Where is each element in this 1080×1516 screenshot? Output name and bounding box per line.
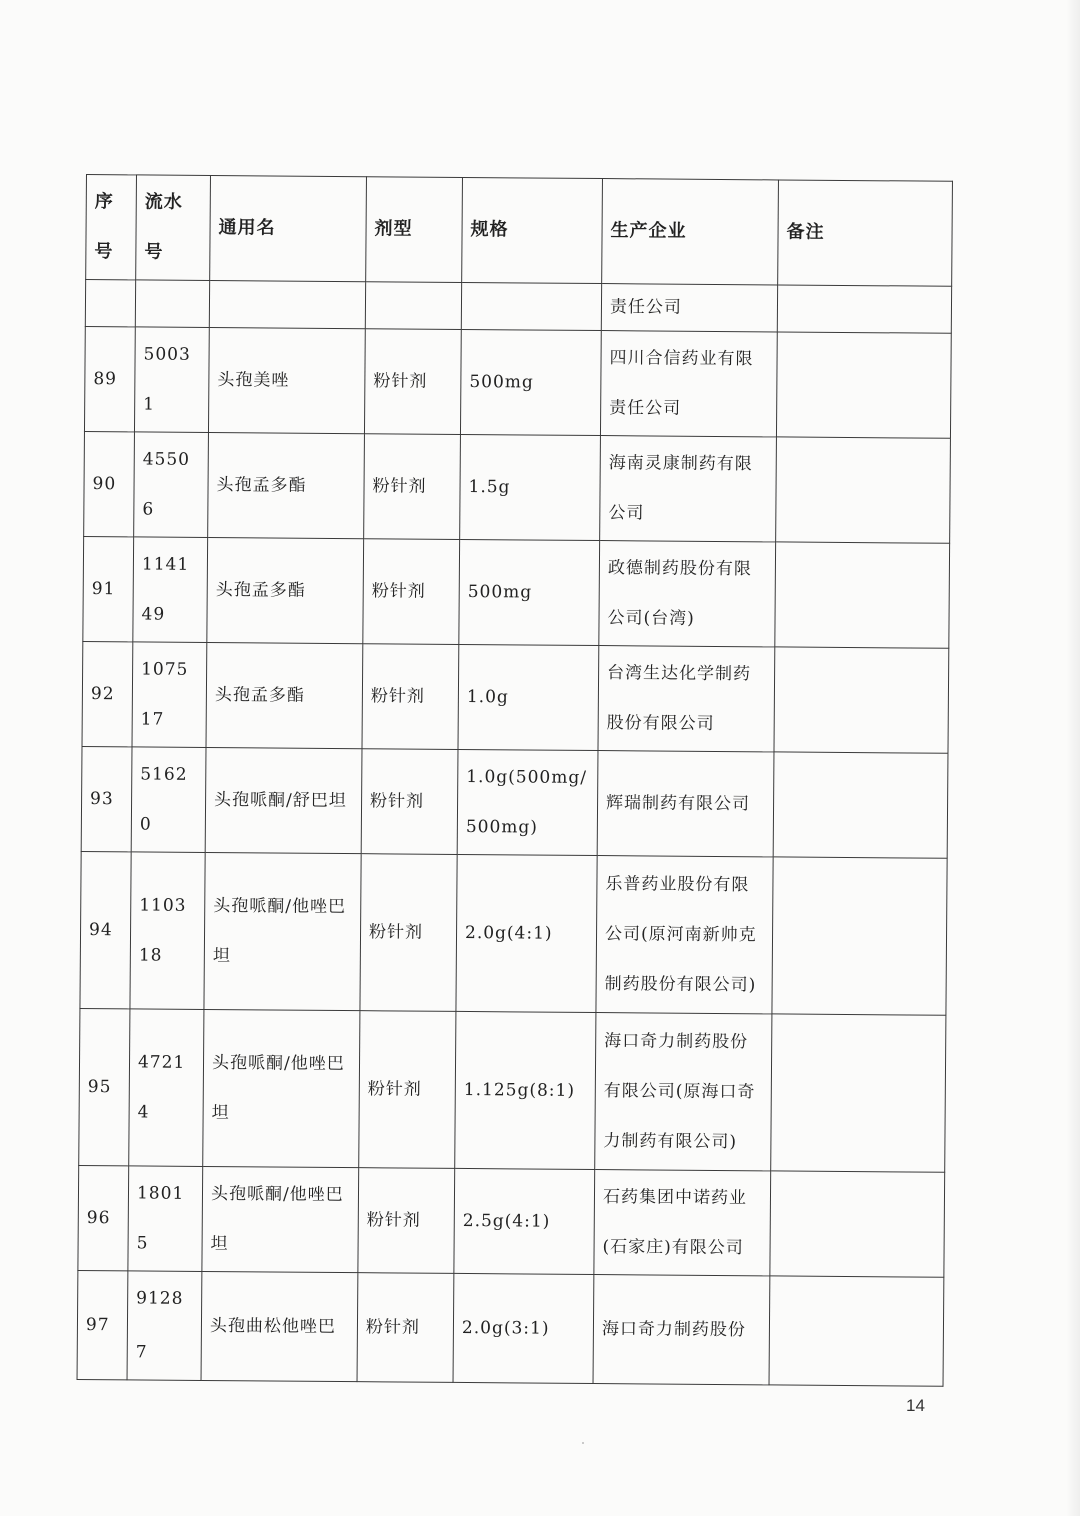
cell-generic-name: 头孢哌酮/他唑巴坦	[204, 852, 361, 1010]
table-row	[84, 431, 951, 543]
cell-remarks	[770, 1171, 945, 1277]
cell-seq	[85, 280, 135, 327]
cell-generic-name: 头孢哌酮/他唑巴坦	[202, 1166, 359, 1272]
cell-remarks	[771, 1014, 946, 1172]
cell-spec: 2.0g(4:1)	[456, 854, 597, 1012]
cell-manufacturer: 海口奇力制药股份有限公司(原海口奇力制药有限公司)	[595, 1013, 772, 1171]
cell-generic-name: 头孢美唑	[208, 327, 365, 433]
cell-spec: 1.0g(500mg/500mg)	[457, 749, 598, 855]
cell-dosage-form	[365, 282, 461, 330]
cell-generic-name: 头孢孟多酯	[207, 537, 364, 643]
cell-serial: 114149	[133, 537, 208, 643]
cell-serial: 51620	[131, 747, 206, 853]
cell-generic-name: 头孢孟多酯	[208, 432, 365, 538]
cell-manufacturer: 政德制药股份有限公司(台湾)	[599, 541, 776, 647]
header-serial	[136, 175, 211, 281]
cell-dosage-form: 粉针剂	[357, 1273, 454, 1383]
page-number: 14	[906, 1396, 925, 1415]
cell-remarks	[774, 647, 949, 753]
cell-remarks	[776, 437, 951, 543]
header-seq	[86, 175, 137, 280]
table-row	[83, 536, 950, 648]
cell-dosage-form: 粉针剂	[361, 749, 458, 855]
continuation-row	[85, 280, 951, 334]
cell-serial: 107517	[132, 642, 207, 748]
cell-seq: 93	[81, 746, 132, 851]
cell-serial: 18015	[128, 1166, 203, 1272]
cell-manufacturer: 海口奇力制药股份	[593, 1275, 770, 1385]
cell-seq: 91	[83, 536, 134, 641]
page-edge-shadow	[1066, 0, 1080, 1516]
table-row	[80, 851, 947, 1015]
cell-generic-name: 头孢哌酮/舒巴坦	[205, 747, 362, 853]
cell-remarks	[776, 332, 951, 438]
cell-dosage-form: 粉针剂	[364, 329, 461, 435]
cell-remarks	[773, 752, 948, 858]
header-remarks: 备注	[778, 180, 953, 286]
cell-spec: 1.125g(8:1)	[455, 1011, 596, 1169]
cell-seq: 96	[78, 1165, 129, 1270]
cell-spec: 500mg	[460, 329, 601, 435]
cell-serial: 50031	[134, 327, 209, 433]
cell-serial	[135, 280, 209, 328]
cell-manufacturer: 四川合信药业有限责任公司	[600, 331, 777, 437]
cell-manufacturer: 辉瑞制药有限公司	[597, 751, 774, 857]
cell-dosage-form: 粉针剂	[364, 434, 461, 540]
cell-manufacturer: 石药集团中诺药业(石家庄)有限公司	[594, 1170, 771, 1276]
cell-dosage-form: 粉针剂	[363, 539, 460, 645]
header-row	[86, 175, 953, 287]
table-row	[78, 1165, 945, 1277]
cell-spec: 2.0g(3:1)	[453, 1273, 594, 1383]
header-seq-text: 序 号	[94, 191, 114, 263]
cell-seq: 95	[79, 1008, 130, 1165]
cell-spec: 2.5g(4:1)	[454, 1168, 595, 1274]
drug-list-table	[77, 174, 953, 1387]
cell-generic-name: 头孢哌酮/他唑巴坦	[203, 1009, 360, 1167]
cell-manufacturer: 海南灵康制药有限公司	[600, 436, 777, 542]
table-row	[79, 1008, 946, 1172]
cell-spec	[461, 282, 601, 330]
cell-remarks	[772, 857, 947, 1015]
cell-dosage-form: 粉针剂	[360, 854, 457, 1012]
table-row	[84, 326, 951, 438]
cell-spec: 1.0g	[458, 644, 599, 750]
cell-dosage-form: 粉针剂	[359, 1011, 456, 1169]
cell-seq: 97	[77, 1270, 128, 1379]
cell-seq: 89	[84, 326, 135, 431]
cell-serial: 47214	[129, 1009, 204, 1167]
cell-generic-name	[209, 280, 365, 328]
header-generic-name: 通用名	[210, 175, 367, 281]
header-dosage-form: 剂型	[366, 177, 463, 283]
cell-seq: 92	[82, 641, 133, 746]
header-spec: 规格	[462, 177, 603, 283]
table-row	[77, 1270, 944, 1386]
cell-remarks	[777, 285, 951, 333]
cell-seq: 94	[80, 851, 131, 1008]
header-serial-text: 流水 号	[144, 191, 183, 263]
cell-manufacturer: 乐普药业股份有限公司(原河南新帅克制药股份有限公司)	[596, 856, 773, 1014]
cell-spec: 1.5g	[460, 434, 601, 540]
cell-remarks	[769, 1276, 944, 1386]
scan-speck	[582, 1442, 584, 1444]
cell-serial: 91287	[127, 1271, 202, 1381]
table-row	[82, 641, 949, 753]
cell-dosage-form: 粉针剂	[362, 644, 459, 750]
cell-seq: 90	[84, 431, 135, 536]
cell-generic-name: 头孢曲松他唑巴	[201, 1271, 358, 1381]
cell-serial: 45506	[134, 432, 209, 538]
cell-manufacturer: 责任公司	[601, 284, 777, 332]
cell-generic-name: 头孢孟多酯	[206, 642, 363, 748]
cell-remarks	[775, 542, 950, 648]
cell-spec: 500mg	[459, 539, 600, 645]
header-manufacturer: 生产企业	[602, 179, 779, 285]
table-row	[81, 746, 948, 858]
table-container	[77, 174, 952, 1387]
cell-manufacturer: 台湾生达化学制药股份有限公司	[598, 646, 775, 752]
cell-serial: 110318	[130, 852, 205, 1010]
cell-dosage-form: 粉针剂	[358, 1168, 455, 1274]
